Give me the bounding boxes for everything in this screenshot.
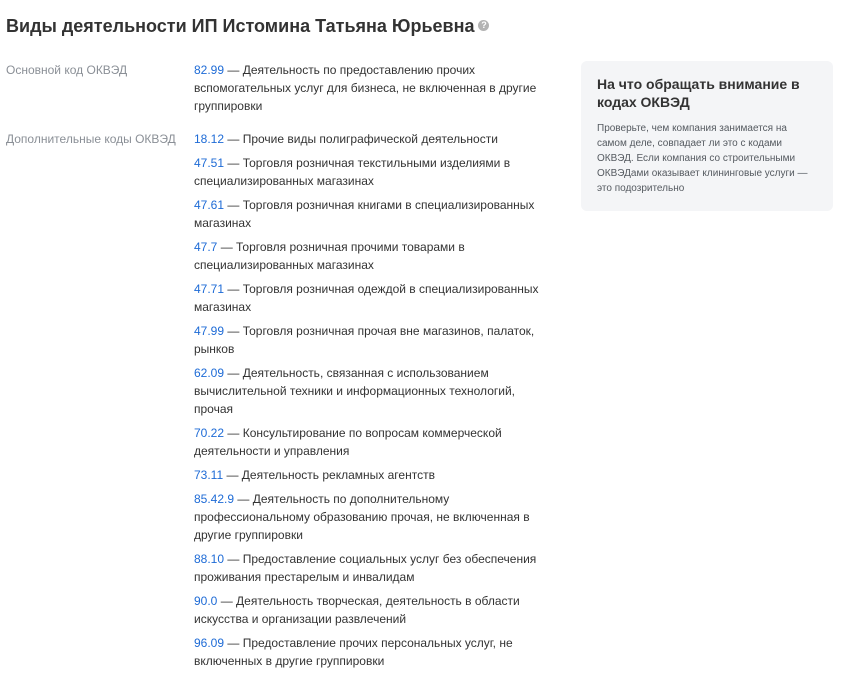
main-code-list [194,61,550,121]
okved-code-link[interactable]: 62.09 [194,366,225,380]
okved-code-description: — Торговля розничная прочими товарами в специализированных магазинах [194,240,465,272]
help-icon[interactable]: ? [478,20,489,31]
additional-code-item [194,634,550,670]
okved-code-description: — Торговля розничная книгами в специализированных магазинах [194,198,535,230]
okved-code-description: — Предоставление социальных услуг без обеспечения проживания престарелым и инвалидам [194,552,537,584]
okved-code-link[interactable]: 90.0 [194,594,218,608]
okved-code-link[interactable]: 47.61 [194,198,225,212]
additional-code-item [194,550,550,586]
okved-code-link[interactable]: 47.71 [194,282,225,296]
additional-codes-label: Дополнительные коды ОКВЭД [6,132,176,146]
okved-tips-box [581,61,833,211]
page-title [6,14,489,38]
main-code-item [194,61,550,115]
additional-code-item [194,154,550,190]
additional-code-item [194,466,550,484]
okved-code-link[interactable]: 88.10 [194,552,225,566]
okved-code-description: — Торговля розничная текстильными изделиями в специализированных магазинах [194,156,511,188]
okved-code-link[interactable]: 47.7 [194,240,218,254]
okved-code-description: — Деятельность рекламных агентств [223,468,435,482]
okved-code-link[interactable]: 47.51 [194,156,225,170]
okved-code-link[interactable]: 85.42.9 [194,492,235,506]
okved-code-description: — Торговля розничная прочая вне магазинов, палаток, рынков [194,324,535,356]
additional-code-item [194,592,550,628]
additional-codes-list [194,130,550,676]
additional-code-item [194,364,550,418]
okved-code-description: — Консультирование по вопросам коммерческой деятельности и управления [194,426,502,458]
okved-code-description: — Деятельность по предоставлению прочих вспомогательных услуг для бизнеса, не включенная в другие группировки [194,63,537,113]
okved-tips-text: Проверьте, чем компания занимается на самом деле, совпадает ли это с кодами ОКВЭД. Если компания со строительными ОКВЭДами оказывает клининговые услуги — это подозрительно [597,123,808,194]
additional-code-item [194,280,550,316]
okved-code-description: — Предоставление прочих персональных услуг, не включенных в другие группировки [194,636,513,668]
okved-code-description: — Прочие виды полиграфической деятельности [224,132,498,146]
additional-code-item [194,490,550,544]
additional-code-item [194,130,550,148]
okved-code-link[interactable]: 73.11 [194,468,224,482]
okved-tips-title: На что обращать внимание в кодах ОКВЭД [597,76,800,110]
okved-code-link[interactable]: 96.09 [194,636,225,650]
okved-code-description: — Деятельность по дополнительному профессиональному образованию прочая, не включенная в другие группировки [194,492,530,542]
okved-code-link[interactable]: 18.12 [194,132,225,146]
okved-code-link[interactable]: 47.99 [194,324,225,338]
okved-code-link[interactable]: 70.22 [194,426,225,440]
additional-code-item [194,322,550,358]
main-code-label: Основной код ОКВЭД [6,63,128,77]
okved-code-description: — Торговля розничная одеждой в специализированных магазинах [194,282,539,314]
additional-code-item [194,196,550,232]
additional-code-item [194,424,550,460]
additional-code-item [194,238,550,274]
okved-code-link[interactable]: 82.99 [194,63,225,77]
okved-code-description: — Деятельность творческая, деятельность в области искусства и организации развлечений [194,594,520,626]
page-title-text: Виды деятельности ИП Истомина Татьяна Юрьевна [6,16,475,36]
okved-code-description: — Деятельность, связанная с использованием вычислительной техники и информационных технологий, прочая [194,366,515,416]
